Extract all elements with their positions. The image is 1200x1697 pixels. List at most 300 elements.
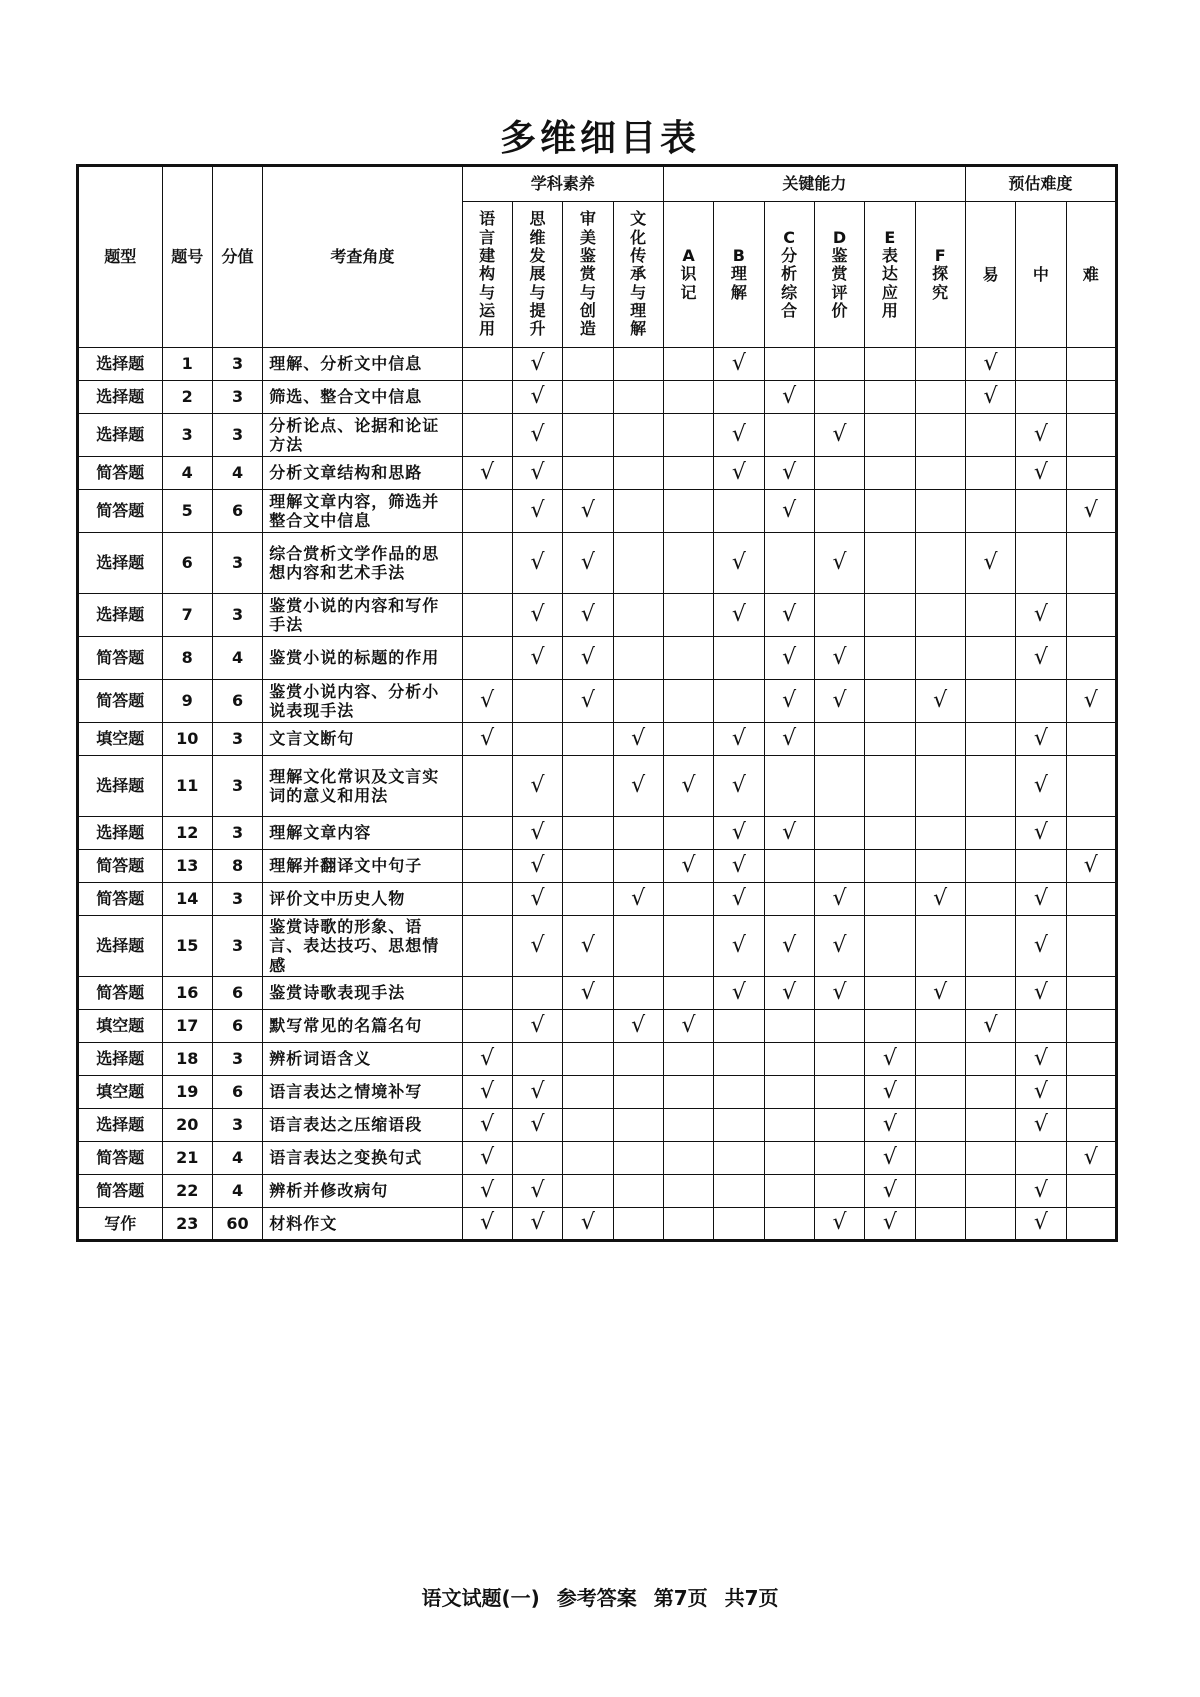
check-mark: √ [983, 1012, 998, 1038]
table-row [78, 977, 1117, 1010]
check-mark: √ [731, 932, 746, 958]
check-mark: √ [631, 772, 646, 798]
mark-cell [764, 723, 814, 756]
mark-cell [1066, 723, 1116, 756]
mark-cell [1066, 1175, 1116, 1208]
check-mark: √ [731, 350, 746, 376]
header-difficulty-label: 难 [1082, 264, 1099, 284]
mark-cell [563, 1142, 613, 1175]
check-mark: √ [731, 819, 746, 845]
question-type: 选择题 [78, 1043, 163, 1076]
check-mark: √ [480, 725, 495, 751]
question-angle: 语言表达之压缩语段 [263, 1109, 462, 1142]
question-type: 填空题 [78, 1010, 163, 1043]
mark-cell [563, 1010, 613, 1043]
mark-cell [764, 916, 814, 977]
mark-cell [865, 1076, 915, 1109]
question-angle: 鉴赏小说内容、分析小说表现手法 [263, 680, 462, 723]
mark-cell [1016, 490, 1066, 533]
mark-cell [915, 594, 965, 637]
question-num: 15 [162, 916, 212, 977]
mark-cell [613, 533, 663, 594]
mark-cell [865, 637, 915, 680]
question-score: 3 [212, 1109, 262, 1142]
mark-cell [1066, 916, 1116, 977]
check-mark: √ [1033, 421, 1048, 447]
check-mark: √ [882, 1144, 897, 1170]
check-mark: √ [530, 885, 545, 911]
question-num: 22 [162, 1175, 212, 1208]
mark-cell [965, 594, 1015, 637]
mark-cell [563, 594, 613, 637]
mark-cell [915, 1043, 965, 1076]
mark-cell [613, 1010, 663, 1043]
mark-cell [563, 680, 613, 723]
mark-cell [462, 680, 512, 723]
mark-cell [1016, 1208, 1066, 1241]
check-mark: √ [782, 819, 797, 845]
mark-cell [613, 1043, 663, 1076]
mark-cell [764, 381, 814, 414]
check-mark: √ [1033, 1111, 1048, 1137]
mark-cell [764, 1109, 814, 1142]
table-row [78, 1043, 1117, 1076]
mark-cell [915, 490, 965, 533]
question-angle: 理解并翻译文中句子 [263, 850, 462, 883]
header-literacy-label: 语言建构与运用 [479, 209, 496, 339]
check-mark: √ [480, 1078, 495, 1104]
check-mark: √ [530, 497, 545, 523]
header-num: 题号 [162, 166, 212, 348]
table-row [78, 1010, 1117, 1043]
mark-cell [1016, 977, 1066, 1010]
check-mark: √ [580, 687, 595, 713]
mark-cell [865, 348, 915, 381]
mark-cell [865, 1208, 915, 1241]
check-mark: √ [480, 687, 495, 713]
mark-cell [1066, 817, 1116, 850]
mark-cell [915, 756, 965, 817]
mark-cell [714, 977, 764, 1010]
mark-cell [613, 723, 663, 756]
header-group-difficulty: 预估难度 [965, 166, 1116, 202]
check-mark: √ [782, 644, 797, 670]
mark-cell [1066, 756, 1116, 817]
check-mark: √ [782, 979, 797, 1005]
question-type: 填空题 [78, 723, 163, 756]
check-mark: √ [530, 1078, 545, 1104]
mark-cell [1016, 1142, 1066, 1175]
mark-cell [965, 756, 1015, 817]
mark-cell [714, 594, 764, 637]
header-ability-label: D鉴赏评价 [831, 227, 848, 321]
mark-cell [512, 723, 562, 756]
check-mark: √ [782, 601, 797, 627]
footer-subject: 语文试题(一) [421, 1586, 540, 1610]
mark-cell [965, 490, 1015, 533]
question-score: 6 [212, 977, 262, 1010]
check-mark: √ [731, 979, 746, 1005]
mark-cell [512, 850, 562, 883]
table-row [78, 490, 1117, 533]
check-mark: √ [983, 549, 998, 575]
mark-cell [613, 457, 663, 490]
mark-cell [965, 883, 1015, 916]
mark-cell [512, 1142, 562, 1175]
question-num: 17 [162, 1010, 212, 1043]
mark-cell [663, 348, 713, 381]
question-angle: 筛选、整合文中信息 [263, 381, 462, 414]
question-score: 3 [212, 533, 262, 594]
mark-cell [1066, 1109, 1116, 1142]
mark-cell [663, 916, 713, 977]
check-mark: √ [530, 772, 545, 798]
mark-cell [865, 1043, 915, 1076]
check-mark: √ [580, 1210, 595, 1236]
mark-cell [1066, 1010, 1116, 1043]
mark-cell [865, 756, 915, 817]
mark-cell [965, 916, 1015, 977]
mark-cell [865, 817, 915, 850]
mark-cell [814, 1142, 864, 1175]
question-type: 填空题 [78, 1076, 163, 1109]
mark-cell [714, 680, 764, 723]
mark-cell [965, 1142, 1015, 1175]
mark-cell [714, 1076, 764, 1109]
check-mark: √ [1033, 601, 1048, 627]
question-num: 12 [162, 817, 212, 850]
question-type: 简答题 [78, 850, 163, 883]
mark-cell [865, 680, 915, 723]
page-footer [0, 1582, 1200, 1611]
mark-cell [663, 1076, 713, 1109]
question-score: 3 [212, 817, 262, 850]
check-mark: √ [1083, 1144, 1098, 1170]
mark-cell [1066, 1076, 1116, 1109]
mark-cell [563, 348, 613, 381]
mark-cell [462, 1109, 512, 1142]
mark-cell [1016, 756, 1066, 817]
question-score: 3 [212, 348, 262, 381]
mark-cell [714, 457, 764, 490]
mark-cell [764, 1175, 814, 1208]
mark-cell [714, 637, 764, 680]
mark-cell [865, 533, 915, 594]
check-mark: √ [782, 459, 797, 485]
question-num: 4 [162, 457, 212, 490]
check-mark: √ [1033, 819, 1048, 845]
question-type: 简答题 [78, 977, 163, 1010]
check-mark: √ [731, 421, 746, 447]
specification-table [76, 164, 1118, 1242]
header-difficulty-label: 中 [1032, 264, 1049, 284]
header-ability-label: C分析综合 [781, 227, 798, 321]
check-mark: √ [530, 1177, 545, 1203]
mark-cell [865, 490, 915, 533]
header-ability-label: E表达应用 [881, 227, 898, 321]
header-ability-label: B理解 [730, 245, 747, 302]
mark-cell [965, 723, 1015, 756]
question-score: 3 [212, 723, 262, 756]
mark-cell [915, 1076, 965, 1109]
mark-cell [915, 1142, 965, 1175]
question-type: 简答题 [78, 490, 163, 533]
question-angle: 理解、分析文中信息 [263, 348, 462, 381]
mark-cell [663, 533, 713, 594]
question-angle: 分析论点、论据和论证方法 [263, 414, 462, 457]
table-body [78, 348, 1117, 1241]
mark-cell [462, 381, 512, 414]
question-num: 9 [162, 680, 212, 723]
check-mark: √ [1033, 1177, 1048, 1203]
question-num: 18 [162, 1043, 212, 1076]
mark-cell [1066, 883, 1116, 916]
table-row [78, 533, 1117, 594]
mark-cell [563, 850, 613, 883]
header-ability-2 [764, 202, 814, 348]
check-mark: √ [731, 852, 746, 878]
question-score: 6 [212, 680, 262, 723]
mark-cell [1066, 533, 1116, 594]
mark-cell [512, 977, 562, 1010]
header-ability-0 [663, 202, 713, 348]
check-mark: √ [731, 772, 746, 798]
header-literacy-2 [563, 202, 613, 348]
check-mark: √ [1033, 885, 1048, 911]
mark-cell [613, 1175, 663, 1208]
mark-cell [663, 1142, 713, 1175]
check-mark: √ [882, 1111, 897, 1137]
header-ability-label: F探究 [932, 245, 949, 302]
footer-total: 共7页 [724, 1586, 779, 1610]
mark-cell [462, 348, 512, 381]
mark-cell [1016, 850, 1066, 883]
mark-cell [663, 680, 713, 723]
mark-cell [1016, 1076, 1066, 1109]
mark-cell [1016, 381, 1066, 414]
question-score: 3 [212, 414, 262, 457]
header-literacy-3 [613, 202, 663, 348]
mark-cell [714, 1175, 764, 1208]
check-mark: √ [631, 885, 646, 911]
question-num: 10 [162, 723, 212, 756]
mark-cell [915, 1010, 965, 1043]
mark-cell [965, 637, 1015, 680]
mark-cell [1066, 1208, 1116, 1241]
mark-cell [1066, 457, 1116, 490]
mark-cell [965, 348, 1015, 381]
question-num: 16 [162, 977, 212, 1010]
question-angle: 理解文章内容 [263, 817, 462, 850]
mark-cell [915, 850, 965, 883]
mark-cell [613, 883, 663, 916]
mark-cell [613, 756, 663, 817]
check-mark: √ [1033, 725, 1048, 751]
mark-cell [1016, 1175, 1066, 1208]
question-score: 8 [212, 850, 262, 883]
question-score: 6 [212, 1076, 262, 1109]
question-num: 3 [162, 414, 212, 457]
check-mark: √ [580, 644, 595, 670]
mark-cell [1016, 1043, 1066, 1076]
mark-cell [764, 1142, 814, 1175]
mark-cell [1066, 680, 1116, 723]
mark-cell [462, 490, 512, 533]
mark-cell [764, 977, 814, 1010]
mark-cell [613, 414, 663, 457]
mark-cell [764, 637, 814, 680]
check-mark: √ [530, 350, 545, 376]
table-row [78, 883, 1117, 916]
check-mark: √ [580, 979, 595, 1005]
question-type: 选择题 [78, 916, 163, 977]
mark-cell [663, 1175, 713, 1208]
mark-cell [1016, 637, 1066, 680]
mark-cell [613, 381, 663, 414]
question-score: 60 [212, 1208, 262, 1241]
question-score: 4 [212, 1175, 262, 1208]
mark-cell [915, 883, 965, 916]
mark-cell [965, 1043, 1015, 1076]
check-mark: √ [580, 497, 595, 523]
mark-cell [512, 414, 562, 457]
mark-cell [663, 381, 713, 414]
mark-cell [1016, 348, 1066, 381]
check-mark: √ [580, 932, 595, 958]
check-mark: √ [1083, 497, 1098, 523]
footer-page: 第7页 [653, 1586, 708, 1610]
check-mark: √ [480, 1210, 495, 1236]
mark-cell [663, 977, 713, 1010]
mark-cell [814, 916, 864, 977]
mark-cell [965, 381, 1015, 414]
question-angle: 理解文化常识及文言实词的意义和用法 [263, 756, 462, 817]
table-row [78, 1109, 1117, 1142]
mark-cell [915, 414, 965, 457]
mark-cell [865, 1109, 915, 1142]
check-mark: √ [631, 1012, 646, 1038]
header-ability-4 [865, 202, 915, 348]
mark-cell [965, 457, 1015, 490]
mark-cell [563, 817, 613, 850]
question-angle: 辨析词语含义 [263, 1043, 462, 1076]
mark-cell [714, 916, 764, 977]
question-angle: 鉴赏小说的内容和写作手法 [263, 594, 462, 637]
header-literacy-label: 思维发展与提升 [529, 209, 546, 339]
mark-cell [663, 637, 713, 680]
table-row [78, 457, 1117, 490]
mark-cell [865, 457, 915, 490]
question-score: 4 [212, 1142, 262, 1175]
mark-cell [764, 850, 814, 883]
mark-cell [714, 756, 764, 817]
header-literacy-1 [512, 202, 562, 348]
mark-cell [512, 1043, 562, 1076]
question-num: 14 [162, 883, 212, 916]
mark-cell [965, 680, 1015, 723]
table-row [78, 723, 1117, 756]
mark-cell [563, 883, 613, 916]
header-angle: 考查角度 [263, 166, 462, 348]
mark-cell [714, 1010, 764, 1043]
mark-cell [462, 414, 512, 457]
question-num: 11 [162, 756, 212, 817]
check-mark: √ [782, 383, 797, 409]
mark-cell [663, 817, 713, 850]
mark-cell [814, 1208, 864, 1241]
mark-cell [714, 817, 764, 850]
mark-cell [814, 1043, 864, 1076]
mark-cell [915, 1175, 965, 1208]
question-type: 选择题 [78, 1109, 163, 1142]
check-mark: √ [530, 852, 545, 878]
mark-cell [764, 594, 814, 637]
mark-cell [714, 490, 764, 533]
question-type: 简答题 [78, 457, 163, 490]
question-score: 3 [212, 756, 262, 817]
question-num: 23 [162, 1208, 212, 1241]
check-mark: √ [480, 459, 495, 485]
question-num: 8 [162, 637, 212, 680]
mark-cell [714, 1109, 764, 1142]
question-type: 简答题 [78, 680, 163, 723]
check-mark: √ [681, 1012, 696, 1038]
mark-cell [663, 723, 713, 756]
check-mark: √ [882, 1078, 897, 1104]
check-mark: √ [530, 644, 545, 670]
mark-cell [512, 457, 562, 490]
mark-cell [965, 977, 1015, 1010]
mark-cell [965, 1076, 1015, 1109]
mark-cell [462, 756, 512, 817]
check-mark: √ [731, 549, 746, 575]
mark-cell [1066, 490, 1116, 533]
mark-cell [613, 490, 663, 533]
mark-cell [764, 1010, 814, 1043]
mark-cell [814, 1010, 864, 1043]
mark-cell [915, 723, 965, 756]
mark-cell [563, 1076, 613, 1109]
mark-cell [512, 1175, 562, 1208]
question-angle: 默写常见的名篇名句 [263, 1010, 462, 1043]
mark-cell [915, 348, 965, 381]
mark-cell [462, 723, 512, 756]
check-mark: √ [832, 421, 847, 447]
mark-cell [563, 756, 613, 817]
mark-cell [764, 457, 814, 490]
mark-cell [764, 490, 814, 533]
mark-cell [814, 883, 864, 916]
check-mark: √ [832, 644, 847, 670]
check-mark: √ [480, 1144, 495, 1170]
mark-cell [462, 533, 512, 594]
header-ability-5 [915, 202, 965, 348]
mark-cell [714, 1142, 764, 1175]
mark-cell [1016, 533, 1066, 594]
check-mark: √ [530, 421, 545, 447]
mark-cell [714, 850, 764, 883]
mark-cell [563, 916, 613, 977]
header-ability-1 [714, 202, 764, 348]
mark-cell [814, 756, 864, 817]
mark-cell [1066, 637, 1116, 680]
check-mark: √ [832, 979, 847, 1005]
mark-cell [714, 348, 764, 381]
mark-cell [512, 533, 562, 594]
mark-cell [1016, 680, 1066, 723]
header-type: 题型 [78, 166, 163, 348]
question-angle: 鉴赏诗歌表现手法 [263, 977, 462, 1010]
